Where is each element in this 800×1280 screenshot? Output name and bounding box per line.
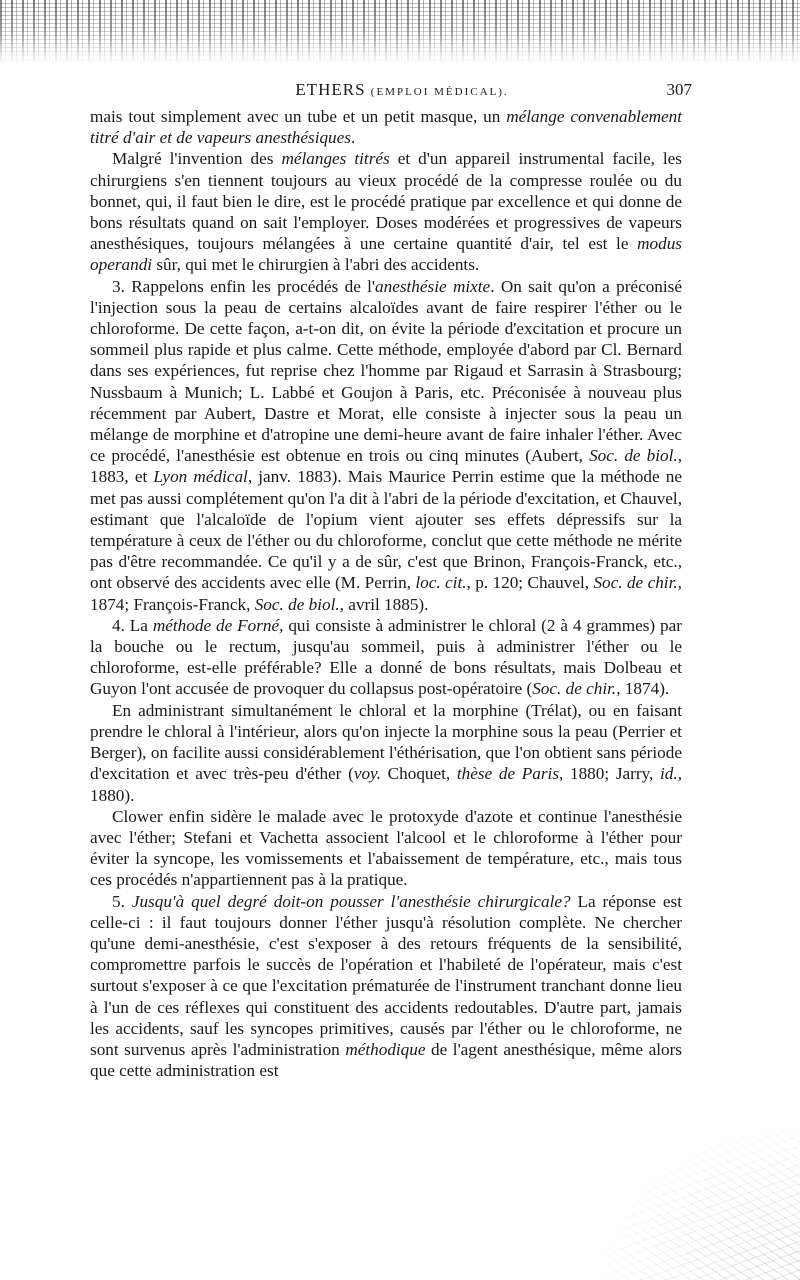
italic-segment: mélange convenablement titré d'air et de vapeurs anesthésiques (90, 107, 682, 148)
italic-segment: modus operandi (90, 234, 682, 275)
text-segment: 4. La (112, 615, 153, 635)
italic-segment: Jusqu'à quel degré doit-on pousser l'anesthésie chirurgicale? (131, 891, 571, 911)
paragraph (90, 615, 682, 700)
italic-segment: méthode de Forné, (152, 615, 284, 635)
body-text (90, 106, 682, 1081)
text-segment: . On sait qu'on a préconisé l'injection sous la peau de certains alcaloïdes avant de faire respirer l'éther ou le chloroforme. De cette façon, a-t-on dit, on évite la période d'excitation et procure un sommeil plus rapide et plus calme. Cette méthode, employée d'abord par Cl. Bernard dans ses expériences, fut reprise chez l'homme par Rigaud et Sarrasin à Strasbourg; Nussbaum à Munich; L. Labbé et Goujon à Paris, etc. Préconisée à nouveau plus récemment par Aubert, Dastre et Morat, elle consiste à injecter sous la peau un mélange de morphine et d'atropine une demi-heure avant de faire inhaler l'éther. Avec ce procédé, l'anesthésie est obtenue en trois ou cinq minutes (Aubert, (90, 276, 682, 466)
text-segment: , 1874; François-Franck, (90, 573, 682, 614)
text-segment: En administrant simultanément le chloral et la morphine (Trélat), ou en faisant prendre le chloral à l'intérieur, alors qu'on injecte la morphine sous la peau (Perrier et Berger), on facilite aussi considérablement l'éthérisation, que l'on obtient sans période d'excitation et avec très-peu d'éther ( (90, 700, 682, 784)
paragraph (90, 891, 682, 1082)
paragraph (90, 106, 682, 148)
running-title-sub: (EMPLOI MÉDICAL). (370, 86, 509, 98)
text-segment: , 1880; Jarry, (559, 764, 661, 784)
italic-segment: méthodique (345, 1039, 426, 1059)
page-header (112, 78, 692, 104)
italic-segment: Lyon médical (153, 467, 248, 487)
paragraph (90, 148, 682, 275)
page-number: 307 (666, 80, 692, 99)
text-segment: mais tout simplement avec un tube et un petit masque, un (90, 107, 507, 126)
text-segment: Clower enfin sidère le malade avec le protoxyde d'azote et continue l'anesthésie avec l'éther; Stefani et Vachetta associent l'alcool et le chloroforme à l'éther pour éviter la syncope, les vomissements et l'abaissement de température, etc., mais tous ces procédés n'appartiennent pas à la pratique. (90, 806, 682, 890)
text-segment: , 1883, et (90, 446, 682, 487)
italic-segment: id. (660, 764, 678, 784)
text-segment: , 1874). (616, 679, 670, 699)
italic-segment: Soc. de chir. (532, 679, 617, 699)
text-segment: , avril 1885). (339, 594, 429, 614)
text-segment: et d'un appareil instrumental facile, les chirurgiens s'en tiennent toujours au vieux procédé de la compresse roulée ou du bonnet, qui, il faut bien le dire, est le procédé pratique par excellence et qui donne de bons résultats quand on sait l'employer. Doses modérées et progressives de vapeurs anesthésiques, toujours mélangées à une certaine quantité d'air, tel est le (90, 149, 682, 254)
italic-segment: Soc. de chir. (593, 573, 678, 593)
paragraph (90, 806, 682, 891)
text-segment: . (350, 128, 356, 148)
text-segment: de l'agent anesthésique, même alors que cette administration est (90, 1039, 682, 1081)
italic-segment: Soc. de biol. (589, 446, 678, 466)
text-segment: , p. 120; Chauvel, (466, 573, 594, 593)
italic-segment: mélanges titrés (281, 149, 390, 169)
paragraph (90, 700, 682, 806)
text-segment: , 1880). (90, 764, 682, 805)
text-segment: 3. Rappelons enfin les procédés de l' (112, 276, 376, 296)
text-segment: 5. (112, 891, 132, 911)
paragraph (90, 276, 682, 615)
text-segment: qui consiste à administrer le chloral (2 à 4 grammes) par la bouche ou le rectum, jusqu'au sommeil, puis à administrer l'éther ou le chloroforme, est-elle préférable? Elle a donné de bons résultats, mais Dolbeau et Guyon l'ont accusée de provoquer du collapsus post-opératoire ( (90, 615, 682, 699)
running-title (112, 80, 692, 100)
italic-segment: thèse de Paris (456, 764, 560, 784)
text-segment: sûr, qui met le chirurgien à l'abri des accidents. (152, 255, 480, 275)
running-title-main: ETHERS (295, 80, 366, 99)
italic-segment: anesthésie mixte (375, 276, 491, 296)
text-segment: La réponse est celle-ci : il faut toujours donner l'éther jusqu'à résolution complète. Ne chercher qu'une demi-anesthésie, c'est s'exposer à des retours fréquents de la sensibilité, compromettre parfois le succès de l'opération et l'habileté de l'opérateur, mais c'est surtout s'exposer à ce que l'excitation prématurée de l'instrument tranchant donne lieu à l'un de ces réflexes qui constituent des accidents redoutables. D'autre part, jamais les accidents, sauf les syncopes primitives, causés par l'éther ou le chloroforme, ne sont survenus après l'administration (90, 891, 683, 1059)
italic-segment: Soc. de biol. (254, 594, 340, 614)
scan-noise-top (0, 0, 800, 64)
text-segment: Malgré l'invention des (112, 149, 282, 169)
italic-segment: loc. cit. (415, 573, 467, 593)
scan-noise-corner (580, 1110, 800, 1280)
text-segment: , janv. 1883). Mais Maurice Perrin estime que la méthode ne met pas aussi complétement qu'on l'a dit à l'abri de la période d'excitation, et Chauvel, estimant que l'alcaloïde de l'opium vient ajouter ses effets dépressifs sur la température à ceux de l'éther ou du chloroforme, conclut que cette méthode ne mérite pas d'être recommandée. Ce qu'il y a de sûr, c'est que Brinon, François-Franck, etc., ont observé des accidents avec elle (M. Perrin, (90, 467, 682, 593)
italic-segment: voy. (353, 764, 382, 784)
text-segment: Choquet, (381, 764, 457, 784)
